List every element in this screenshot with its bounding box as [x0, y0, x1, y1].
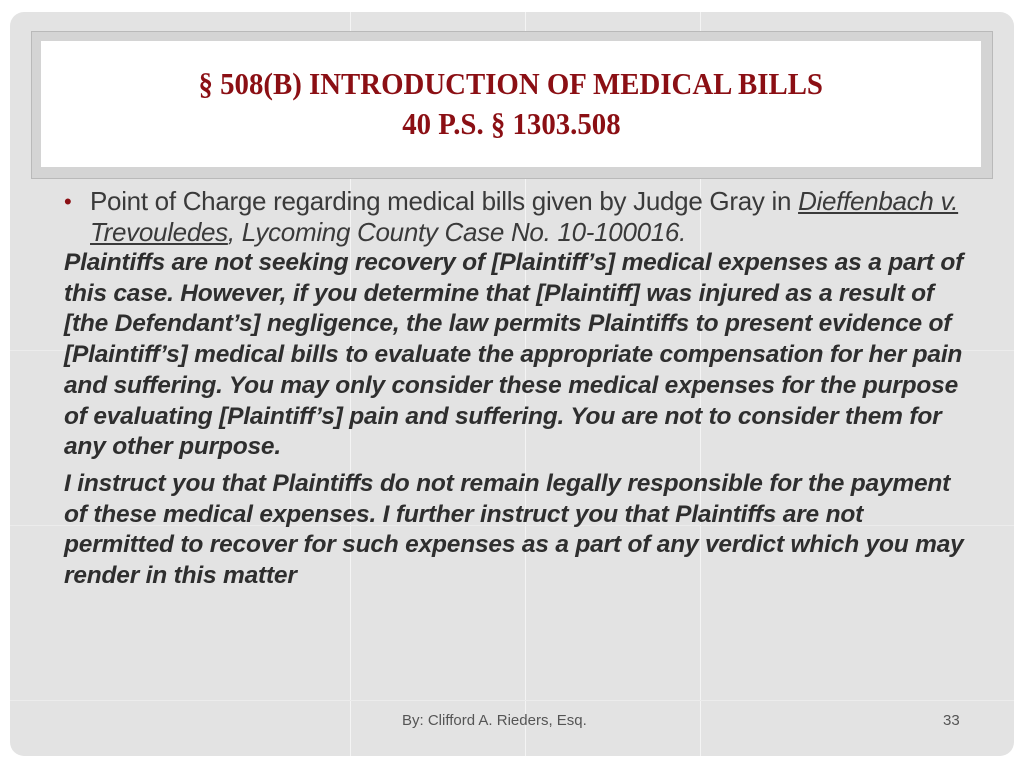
slide-body: [64, 186, 964, 592]
title-frame: [31, 31, 993, 179]
bullet-text: Point of Charge regarding medical bills given by Judge Gray in: [90, 186, 799, 216]
bullet-item: [64, 186, 964, 248]
jury-instruction-quote: [64, 248, 964, 592]
slide-title: § 508(B) INTRODUCTION OF MEDICAL BILLS: [198, 66, 824, 101]
case-reference: , Lycoming County Case No. 10-100016.: [227, 217, 687, 247]
slide-subtitle: 40 P.S. § 1303.508: [401, 106, 621, 141]
title-box: [41, 41, 981, 167]
footer-author: By: Clifford A. Rieders, Esq.: [402, 712, 587, 729]
bullet-icon: •: [64, 189, 72, 214]
case-name: Dieffenbach v. Trevouledes: [90, 186, 959, 247]
quote-paragraph-1: Plaintiffs are not seeking recovery of [Plaintiff’s] medical expenses as a part of this case. However, if you determine that [Plaintiff] was injured as a result of [the Defendant’s] negligence, the law permits Plaintiffs to present evidence of [Plaintiff’s] medical bills to evaluate the appropriate compensation for her pain and suffering. You may only consider these medical expenses for the purpose of evaluating [Plaintiff’s] pain and suffering. You are not to consider them for any other purpose.: [64, 249, 964, 461]
quote-paragraph-2: I instruct you that Plaintiffs do not remain legally responsible for the payment of these medical expenses. I further instruct you that Plaintiffs are not permitted to recover for such expenses as a part of any verdict which you may render in this matter: [64, 469, 964, 590]
page-number: 33: [943, 712, 960, 729]
grid-line: [10, 700, 1014, 701]
